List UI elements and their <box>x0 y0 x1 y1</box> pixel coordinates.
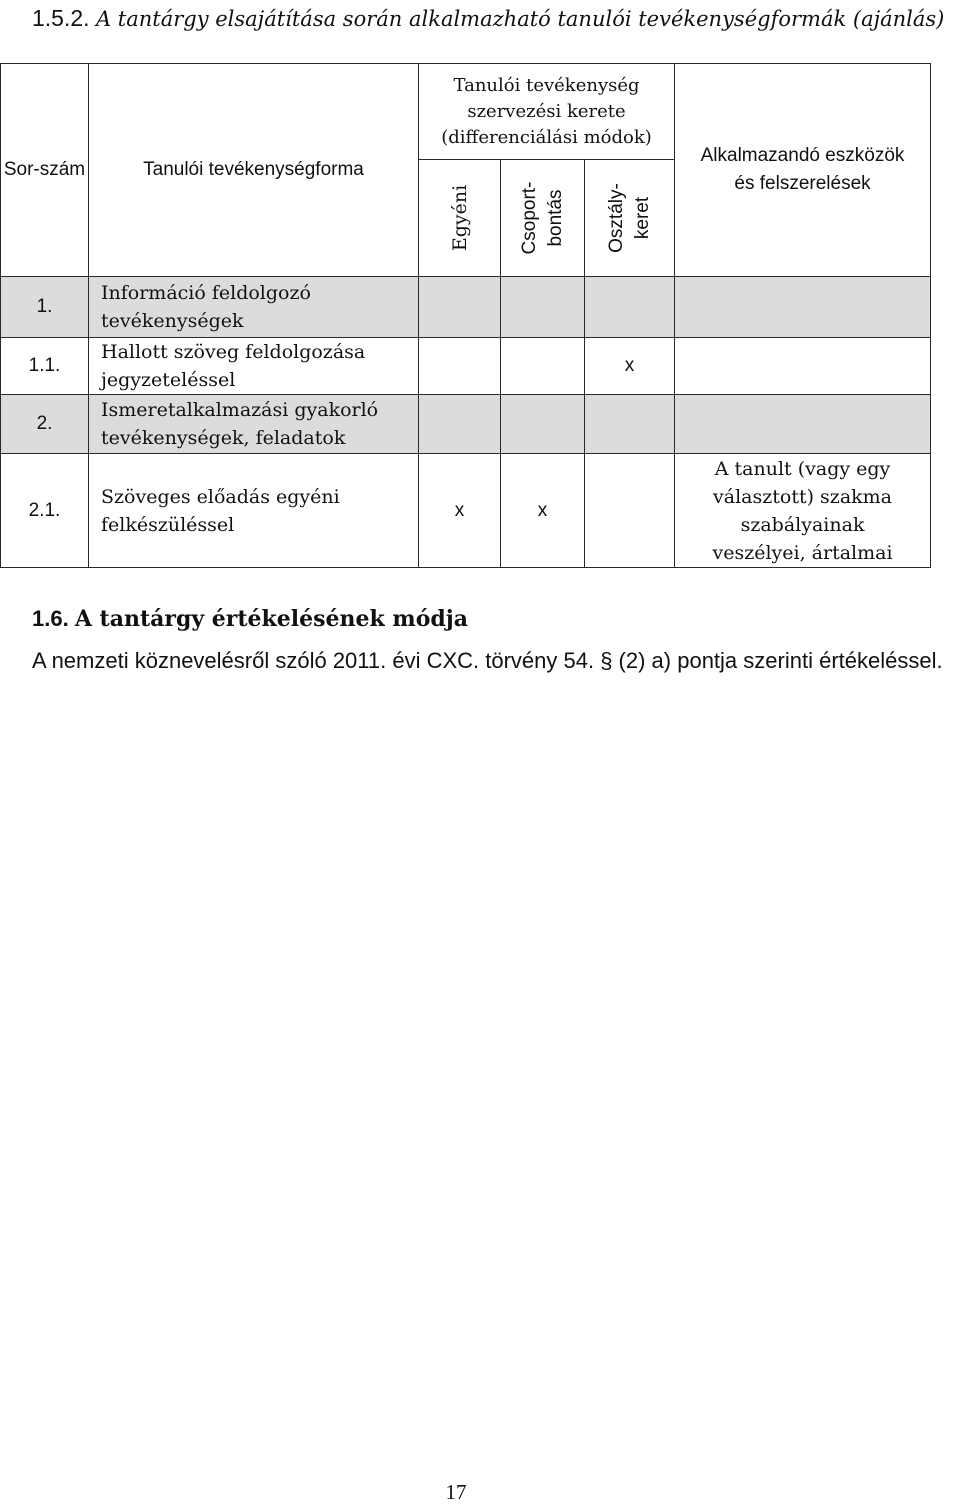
row-tools <box>675 395 931 454</box>
row-osztaly: x <box>585 338 675 395</box>
row-osztaly <box>585 395 675 454</box>
section-paragraph: A nemzeti köznevelésről szóló 2011. évi CXC. törvény 54. § (2) a) pontja szerinti értékeléssel. <box>32 648 943 673</box>
activity-table <box>0 63 931 568</box>
table-row <box>1 338 931 395</box>
row-csoport: x <box>501 454 585 568</box>
row-egyeni: x <box>419 454 501 568</box>
header-tools: Alkalmazandó eszközök és felszerelések <box>675 64 931 277</box>
row-csoport <box>501 338 585 395</box>
header-osztaly: Osztály-keret <box>605 183 653 254</box>
row-osztaly <box>585 277 675 338</box>
table-row <box>1 454 931 568</box>
row-egyeni <box>419 338 501 395</box>
heading-number: 1.5.2. <box>32 5 90 31</box>
row-osztaly <box>585 454 675 568</box>
table-row <box>1 395 931 454</box>
row-label: Információ feldolgozó tevékenységek <box>89 277 419 338</box>
header-sorszam: Sor-szám <box>1 64 89 277</box>
header-csoport: Csoport-bontás <box>518 181 566 255</box>
page-number: 17 <box>445 1480 467 1504</box>
header-csoport-cell <box>501 160 585 277</box>
heading-title: A tantárgy elsajátítása során alkalmazható tanulói tevékenységformák (ajánlás) <box>95 7 945 31</box>
header-framework: Tanulói tevékenység szervezési kerete (differenciálási módok) <box>419 64 675 160</box>
section-number: 1.6. <box>32 606 69 631</box>
row-label: Ismeretalkalmazási gyakorló tevékenységek, feladatok <box>89 395 419 454</box>
row-egyeni <box>419 277 501 338</box>
row-number: 2.1. <box>1 454 89 568</box>
row-number: 1.1. <box>1 338 89 395</box>
row-tools <box>675 277 931 338</box>
row-csoport <box>501 277 585 338</box>
row-tools: A tanult (vagy egy választott) szakma szabályainak veszélyei, ártalmai <box>675 454 931 568</box>
row-label: Szöveges előadás egyéni felkészüléssel <box>89 454 419 568</box>
section-heading <box>32 2 952 35</box>
row-csoport <box>501 395 585 454</box>
header-form: Tanulói tevékenységforma <box>89 64 419 277</box>
row-tools <box>675 338 931 395</box>
header-osztaly-cell <box>585 160 675 277</box>
row-number: 1. <box>1 277 89 338</box>
header-row <box>1 64 931 160</box>
section-title <box>32 606 468 632</box>
row-number: 2. <box>1 395 89 454</box>
row-label: Hallott szöveg feldolgozása jegyzeteléssel <box>89 338 419 395</box>
header-egyeni: Egyéni <box>448 185 471 252</box>
row-egyeni <box>419 395 501 454</box>
section-title-text: A tantárgy értékelésének módja <box>74 606 468 632</box>
table-row <box>1 277 931 338</box>
header-egyeni-cell <box>419 160 501 277</box>
